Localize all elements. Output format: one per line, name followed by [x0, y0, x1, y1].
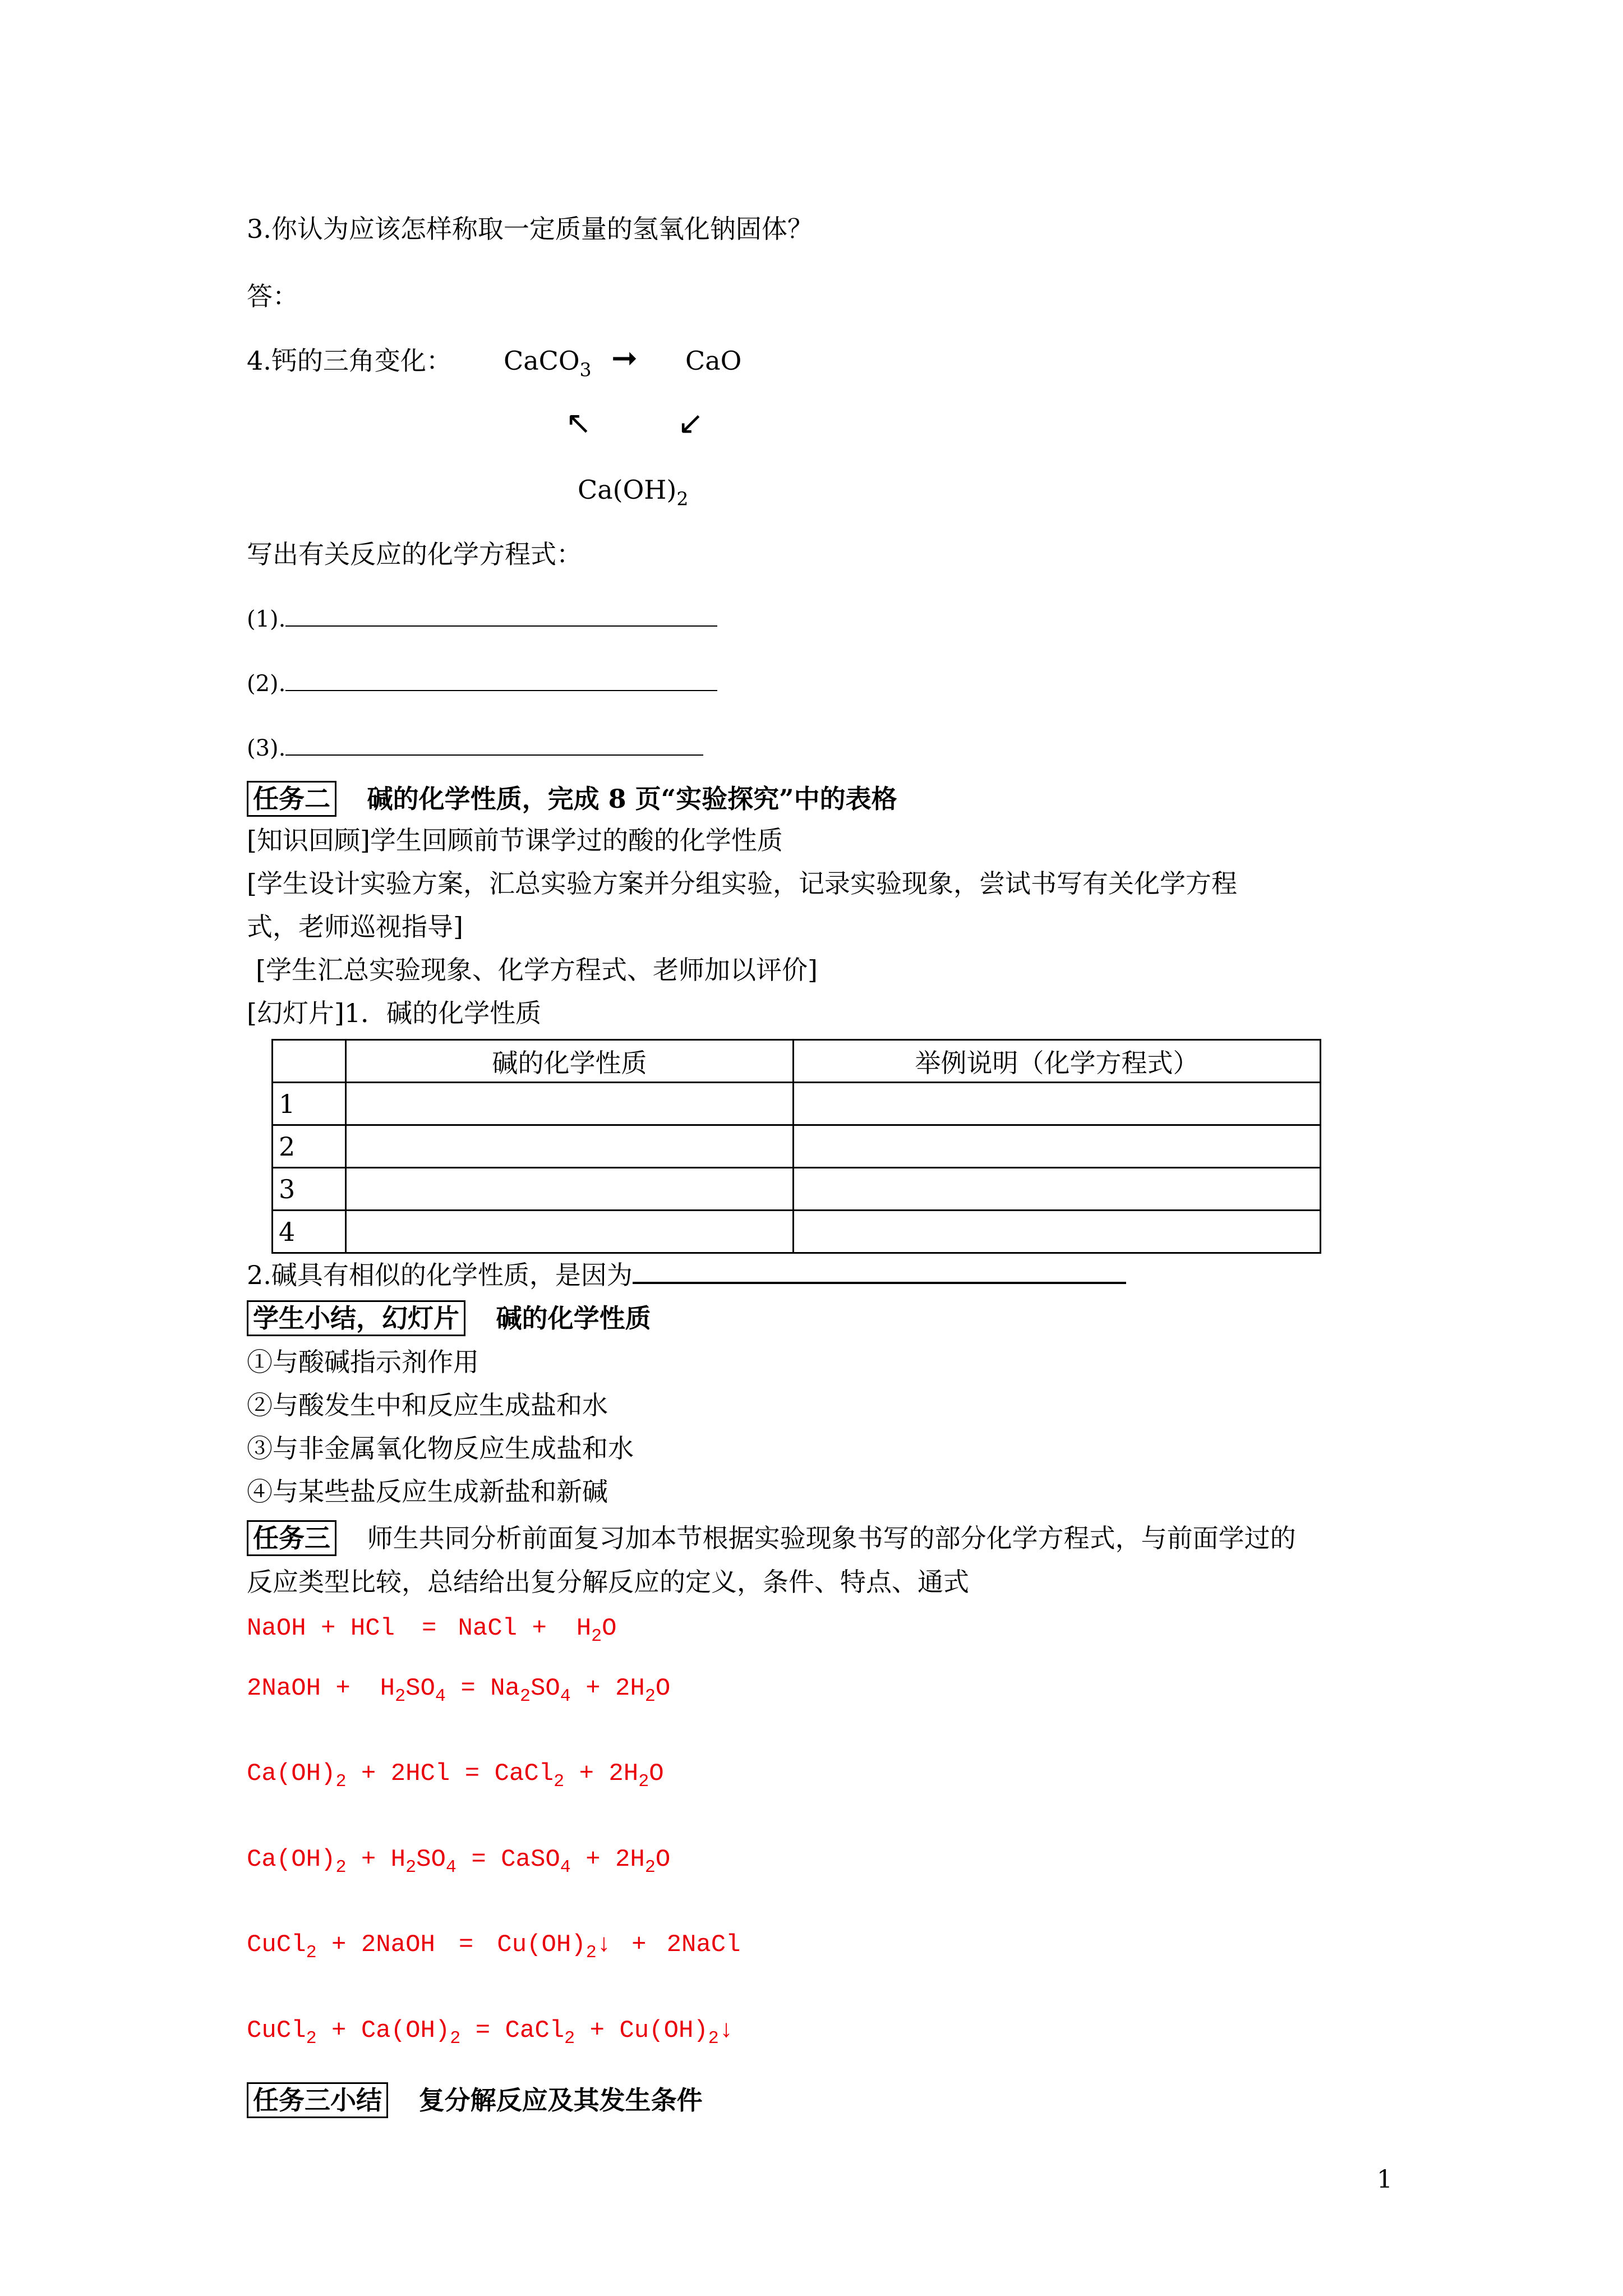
list-item: ②与酸发生中和反应生成盐和水	[247, 1390, 608, 1420]
property-cell[interactable]	[346, 1083, 794, 1125]
up-left-arrow-icon: ↖	[565, 405, 592, 441]
student-summary-box: 学生小结，幻灯片	[247, 1300, 465, 1336]
equation-5: CuCl$_2$ + 2NaOH = $Cu(OH)_2↓$ + 2NaCl	[247, 1931, 741, 1963]
row-index: 3	[273, 1168, 346, 1211]
task-3-summary-box: 任务三小结	[247, 2082, 388, 2118]
equation-4: $Ca(OH)_2 + H_2SO_4$ = CaSO$_4$ + $2H_2O$	[247, 1846, 671, 1878]
task-3-line-1: 师生共同分析前面复习加本节根据实验现象书写的部分化学方程式，与前面学过的	[367, 1523, 1296, 1553]
page-number: 1	[1377, 2165, 1393, 2194]
example-cell[interactable]	[794, 1168, 1321, 1211]
list-item: ①与酸碱指示剂作用	[247, 1347, 479, 1377]
down-left-arrow-icon: ↙	[677, 405, 704, 441]
student-summary-title: 碱的化学性质	[496, 1303, 651, 1333]
equation-1: NaOH + HCl = NaCl + $H_2O$	[247, 1614, 617, 1647]
example-cell[interactable]	[794, 1083, 1321, 1125]
summary-line: [学生汇总实验现象、化学方程式、老师加以评价]	[256, 955, 818, 985]
task-3-line-2: 反应类型比较，总结给出复分解反应的定义，条件、特点、通式	[247, 1567, 969, 1597]
table-header-property: 碱的化学性质	[346, 1040, 794, 1083]
task-2-title: 碱的化学性质，完成 8 页“实验探究”中的表格	[367, 784, 897, 814]
blank-line-2[interactable]: (2).	[247, 668, 717, 697]
table-row	[273, 1168, 1321, 1211]
list-item: ③与非金属氧化物反应生成盐和水	[247, 1433, 634, 1464]
row-index: 2	[273, 1125, 346, 1168]
task-2-heading	[247, 781, 897, 817]
design-line-1: [学生设计实验方案，汇总实验方案并分组实验，记录实验现象，尝试书写有关化学方程	[247, 868, 1237, 899]
equation-3: $Ca(OH)_2 + 2HCl$ = CaCl$_2$ + $2H_2O$	[247, 1760, 664, 1792]
question-4-label: 4.钙的三角变化：	[247, 346, 452, 376]
down-arrow-icon: ↓	[596, 1931, 612, 1959]
equation-2: 2NaOH + $H_2SO_4 = Na_2SO_4 + 2H_2O$	[247, 1674, 671, 1707]
table-row	[273, 1211, 1321, 1253]
row-index: 4	[273, 1211, 346, 1253]
formula-caoh2: $Ca(OH)_2$	[578, 475, 689, 510]
example-cell[interactable]	[794, 1125, 1321, 1168]
row-index: 1	[273, 1083, 346, 1125]
task-3-box: 任务三	[247, 1520, 336, 1556]
property-cell[interactable]	[346, 1125, 794, 1168]
right-arrow-icon: ➞	[611, 340, 638, 376]
answer-label: 答：	[247, 281, 298, 311]
blank-line-3[interactable]: (3).	[247, 732, 703, 761]
reason-blank[interactable]	[633, 1259, 1126, 1284]
student-summary-heading	[247, 1300, 651, 1336]
example-cell[interactable]	[794, 1211, 1321, 1253]
formula-cao: CaO	[685, 346, 742, 376]
down-arrow-icon: ↓	[718, 2017, 734, 2045]
list-item: ④与某些盐反应生成新盐和新碱	[247, 1476, 608, 1507]
design-line-2: 式，老师巡视指导]	[247, 912, 463, 942]
reason-line: 2.碱具有相似的化学性质，是因为	[247, 1259, 1126, 1291]
task-3-summary-heading	[247, 2082, 703, 2118]
table-header-index	[273, 1040, 346, 1083]
task-3-summary-title: 复分解反应及其发生条件	[418, 2085, 703, 2115]
question-3: 3.你认为应该怎样称取一定质量的氢氧化钠固体？	[247, 214, 813, 244]
table-row	[273, 1083, 1321, 1125]
base-properties-table	[271, 1039, 1321, 1254]
task-3-heading	[247, 1520, 1296, 1556]
property-cell[interactable]	[346, 1168, 794, 1211]
table-header-row	[273, 1040, 1321, 1083]
formula-caco3: CaCO$_3$	[504, 346, 592, 381]
table-header-example: 举例说明（化学方程式）	[794, 1040, 1321, 1083]
equation-prompt: 写出有关反应的化学方程式：	[247, 539, 582, 569]
equation-6: CuCl$_2$ + $Ca(OH)_2$ = CaCl$_2$ + $Cu(OH)_2↓$	[247, 2017, 734, 2049]
knowledge-review: [知识回顾]学生回顾前节课学过的酸的化学性质	[247, 825, 783, 855]
table-row	[273, 1125, 1321, 1168]
property-cell[interactable]	[346, 1211, 794, 1253]
task-2-box: 任务二	[247, 781, 336, 817]
slide-title: [幻灯片]1．碱的化学性质	[247, 998, 542, 1028]
blank-line-1[interactable]: (1).	[247, 603, 717, 632]
